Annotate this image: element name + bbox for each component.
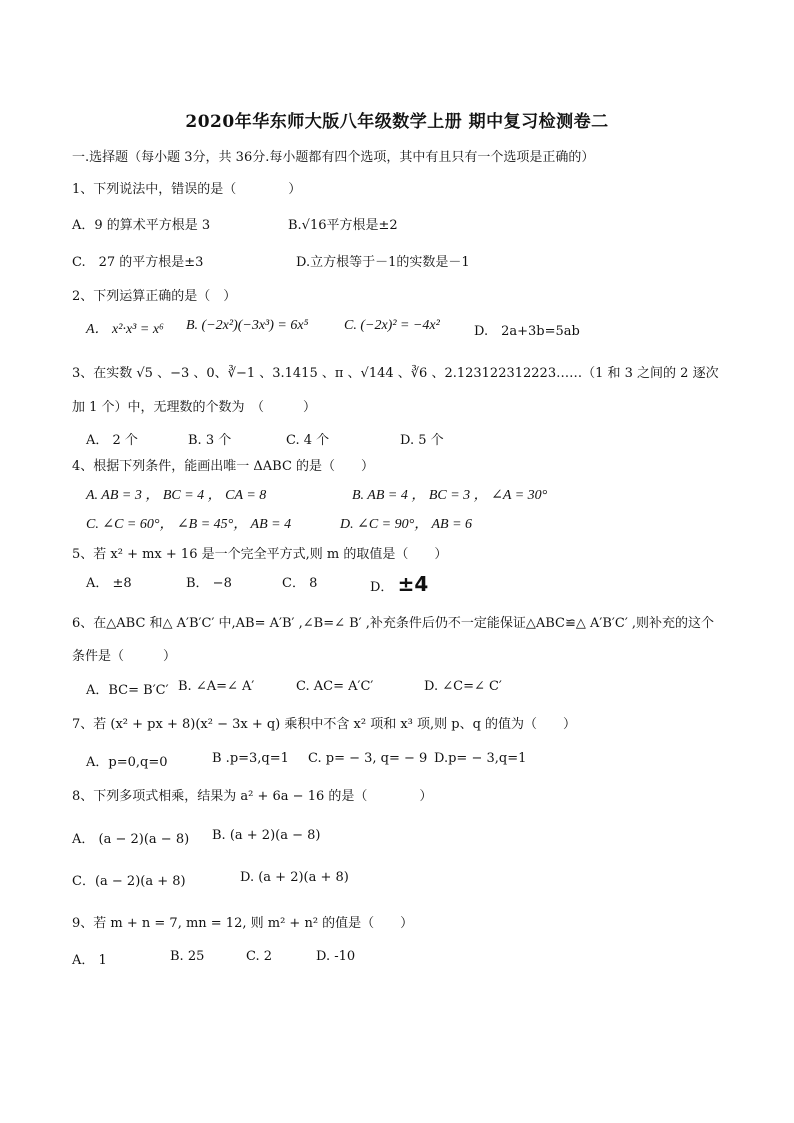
section-heading: 一.选择题（每小题 3分，共 36分.每小题都有四个选项，其中有且只有一个选项是正确的）	[72, 150, 595, 165]
question-9-stem: 9、若 m + n = 7, mn = 12, 则 m² + n² 的值是（ ）	[72, 916, 414, 931]
question-5-option-d	[370, 572, 428, 596]
question-4-option-a: A. AB = 3 ， BC = 4 ， CA = 8	[86, 488, 267, 503]
question-7-option-a: A．p=0,q=0	[86, 755, 168, 770]
question-7-option-c: C. p= − 3, q= − 9	[308, 751, 428, 766]
question-2-option-c: C. (−2x)² = −4x²	[344, 318, 440, 333]
question-3-stem-line-2: 加 1 个）中，无理数的个数为 （ ）	[72, 400, 317, 415]
question-4-option-c: C. ∠C = 60°， ∠B = 45°， AB = 4	[86, 517, 292, 532]
question-5-option-d-label: D．	[370, 580, 394, 595]
question-5-option-c: C． 8	[282, 576, 318, 591]
question-8-option-c: C．(a − 2)(a + 8)	[72, 874, 186, 889]
question-5-option-a: A． ±8	[86, 576, 132, 591]
question-1-option-c: C. 27 的平方根是±3	[72, 255, 204, 270]
question-1-option-d: D.立方根等于－1的实数是－1	[296, 255, 470, 270]
question-2-stem: 2、下列运算正确的是（ ）	[72, 289, 237, 304]
question-3-stem-line-1: 3、在实数 √5 、−3 、0、∛−1 、3.1415 、π 、√144 、∛6 、2.123122312223……（1 和 3 之间的 2 逐次	[72, 366, 719, 381]
question-5-option-d-value: ±4	[397, 572, 429, 596]
question-1-stem: 1、下列说法中，错误的是（ ）	[72, 182, 302, 197]
question-6-option-a: A．BC= B′C′	[86, 683, 169, 698]
question-8-option-b: B. (a + 2)(a − 8)	[212, 828, 321, 843]
question-7-stem: 7、若 (x² + px + 8)(x² − 3x + q) 乘积中不含 x² 项和 x³ 项,则 p、q 的值为（ ）	[72, 717, 577, 732]
question-6-option-c: C. AC= A′C′	[296, 679, 374, 694]
question-8-option-d: D. (a + 2)(a + 8)	[240, 870, 349, 885]
question-3-option-d: D. 5 个	[400, 433, 444, 448]
question-9-option-a: A． 1	[72, 953, 107, 968]
question-2-option-b: B. (−2x²)(−3x³) = 6x⁵	[186, 318, 309, 333]
page-title: 2020年华东师大版八年级数学上册 期中复习检测卷二	[185, 112, 609, 132]
question-4-stem: 4、根据下列条件，能画出唯一 ΔABC 的是（ ）	[72, 459, 375, 474]
question-1-option-a: A．9 的算术平方根是 3	[72, 218, 211, 233]
question-3-option-a: A． 2 个	[86, 433, 138, 448]
question-9-option-d: D. -10	[316, 949, 356, 964]
question-8-stem: 8、下列多项式相乘，结果为 a² + 6a − 16 的是（ ）	[72, 789, 433, 804]
question-3-option-c: C. 4 个	[286, 433, 330, 448]
question-5-option-b: B． −8	[186, 576, 232, 591]
question-4-option-b: B. AB = 4 ， BC = 3 ， ∠A = 30°	[352, 488, 548, 503]
question-2-option-d: D. 2a+3b=5ab	[474, 324, 580, 339]
question-4-option-d: D. ∠C = 90°， AB = 6	[340, 517, 473, 532]
question-6-option-b: B. ∠A=∠ A′	[178, 679, 255, 694]
question-1-option-b: B.√16平方根是±2	[288, 218, 398, 233]
question-2-option-a: A． x²·x³ = x⁶	[86, 322, 164, 337]
question-9-option-c: C. 2	[246, 949, 273, 964]
question-6-stem-line-2: 条件是（ ）	[72, 649, 177, 664]
question-6-option-d: D. ∠C=∠ C′	[424, 679, 502, 694]
question-9-option-b: B. 25	[170, 949, 205, 964]
question-7-option-d: D.p= − 3,q=1	[434, 751, 527, 766]
question-7-option-b: B .p=3,q=1	[212, 751, 289, 766]
question-3-option-b: B. 3 个	[188, 433, 232, 448]
question-5-stem: 5、若 x² + mx + 16 是一个完全平方式,则 m 的取值是（ ）	[72, 547, 448, 562]
question-6-stem-line-1: 6、在△ABC 和△ A′B′C′ 中,AB= A′B′ ,∠B=∠ B′ ,补充条件后仍不一定能保证△ABC≌△ A′B′C′ ,则补充的这个	[72, 616, 715, 631]
question-8-option-a: A． (a − 2)(a − 8)	[72, 832, 190, 847]
